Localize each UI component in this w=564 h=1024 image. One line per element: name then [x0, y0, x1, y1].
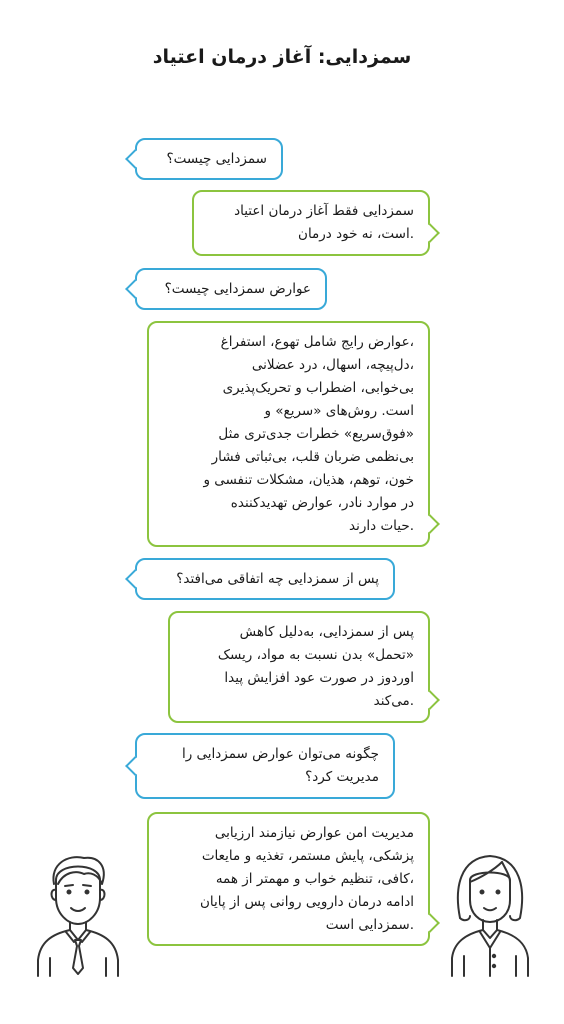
question-bubble-1: سمزدایی چیست؟ — [135, 138, 283, 180]
man-icon — [28, 850, 128, 980]
question-bubble-3: پس از سمزدایی چه اتفاقی می‌افتد؟ — [135, 558, 395, 600]
answer-bubble-1: سمزدایی فقط آغاز درمان اعتیاد .است، نه خود درمان — [192, 190, 430, 256]
question-bubble-2: عوارض سمزدایی چیست؟ — [135, 268, 327, 310]
answer-bubble-4: مدیریت امن عوارض نیازمند ارزیابی پزشکی، پایش مستمر، تغذیه و مایعات ،کافی، تنظیم خواب و مهمتر از همه ادامه درمان دارویی روانی پس از پایان .سمزدایی است — [147, 812, 430, 946]
woman-icon — [440, 848, 540, 980]
question-bubble-4: چگونه می‌توان عوارض سمزدایی را مدیریت کرد؟ — [135, 733, 395, 799]
page-title: سمزدایی: آغاز درمان اعتیاد — [152, 46, 412, 68]
answer-bubble-3: پس از سمزدایی، به‌دلیل کاهش «تحمل» بدن نسبت به مواد، ریسک اوردوز در صورت عود افزایش پیدا .می‌کند — [168, 611, 430, 723]
answer-bubble-2: ،عوارض رایج شامل تهوع، استفراغ ،دل‌پیچه، اسهال، درد عضلانی بی‌خوابی، اضطراب و تحریک‌پذیری است. روش‌های «سریع» و «فوق‌سریع» خطرات جدی‌تری مثل بی‌نظمی ضربان قلب، بی‌ثباتی فشار خون، توهم، هذیان، مشکلات تنفسی و در موارد نادر، عوارض تهدیدکننده .حیات دارند — [147, 321, 430, 547]
